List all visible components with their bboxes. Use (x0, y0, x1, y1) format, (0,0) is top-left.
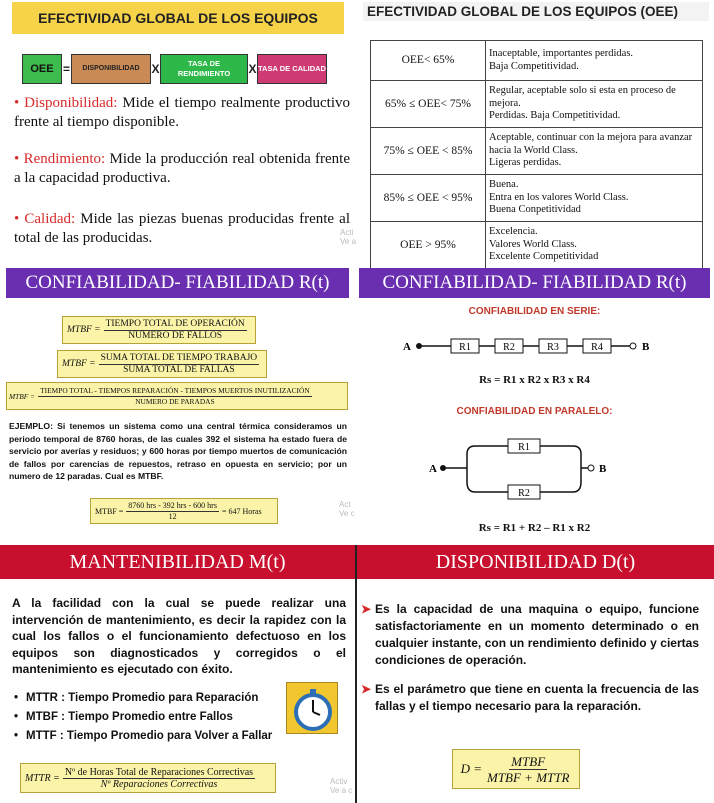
equals-sign: = (62, 62, 70, 76)
calidad-box: TASA DE CALIDAD (257, 54, 327, 84)
availability-panel (355, 545, 714, 803)
list-item: • MTTR : Tiempo Promedio para Reparación (14, 689, 304, 708)
availability-title: DISPONIBILIDAD D(t) (357, 545, 714, 579)
table-row: OEE > 95% Excelencia. Valores World Class. Excelente Competitividad (371, 222, 703, 269)
paralelo-label: CONFIABILIDAD EN PARALELO: (456, 406, 613, 417)
maintainability-title: MANTENIBILIDAD M(t) (0, 545, 355, 579)
oee-title: EFECTIVIDAD GLOBAL DE LOS EQUIPOS (12, 2, 344, 34)
table-row: 75% ≤ OEE < 85% Aceptable, continuar con la mejora para avanzar hacia la World Class. Ligeras perdidas. (371, 128, 703, 175)
reliability-right-title: CONFIABILIDAD- FIABILIDAD R(t) (359, 268, 710, 298)
table-row: 85% ≤ OEE < 95% Buena. Entra en los valores World Class. Buena Conpetitividad (371, 175, 703, 222)
stopwatch-icon (286, 682, 338, 734)
mttr-formula: MTTR = $\frac{\text{Nº de Horas Total de Reparaciones Correctivas}}{\text{Nº Reparaciones Correctivas}}$ (20, 763, 276, 793)
paralelo-block-r1-label: R1 (518, 442, 530, 453)
bullet-rendimiento: • Rendimiento: Mide la producción real obtenida frente a la capacidad productiva. (14, 151, 351, 186)
arrow-right-icon: ➤ (361, 682, 372, 696)
reliability-left-title: CONFIABILIDAD- FIABILIDAD R(t) (6, 268, 349, 298)
mtbf-example-formula: MTBF = $\frac{\text{8760 hrs - 392 hrs - 600 hrs}}{12}$ = 647 Horas (90, 498, 278, 524)
reliability-left-panel (0, 268, 355, 545)
oee-table (370, 40, 703, 268)
serie-block-r2-label: R2 (503, 342, 515, 353)
availability-item: ➤ Es el parámetro que tiene en cuenta la frecuencia de las fallas y el tiempo necesario para la reparación. (361, 682, 699, 713)
watermark: Activ Ve a c (330, 777, 353, 795)
maintainability-list (14, 689, 304, 746)
serie-formula: Rs = R1 x R2 x R3 x R4 (479, 374, 590, 386)
times-sign: X (151, 62, 160, 76)
paralelo-node-b: B (599, 463, 607, 475)
list-item: • MTBF : Tiempo Promedio entre Fallos (14, 708, 304, 727)
mtbf-formula-1: MTBF = $\frac{\text{TIEMPO TOTAL DE OPERACIÓN}}{\text{NUMERO DE FALLOS}}$ (62, 316, 256, 344)
bullet-disponibilidad: • Disponibilidad: Mide el tiempo realmente productivo frente al tiempo disponible. (14, 95, 351, 130)
oee-table-title: EFECTIVIDAD GLOBAL DE LOS EQUIPOS (OEE) (363, 2, 709, 21)
mtbf-formula-3: MTBF = TIEMPO TOTAL - TIEMPOS REPARACIÓN - TIEMPOS MUERTOS INUTILIZACIÓN NUMERO DE PARADAS (6, 382, 348, 410)
serie-node-b: B (642, 341, 650, 353)
bullet-dot-icon: • (14, 211, 20, 227)
bullet-dot-icon: • (14, 95, 20, 111)
disponibilidad-box: DISPONIBILIDAD (71, 54, 151, 84)
times-sign: X (248, 62, 257, 76)
maintainability-text: A la facilidad con la cual se puede realizar una intervención de mantenimiento, es decir la rapidez con la cual los fallos o el funcionamiento defectuoso en los equipos son diagnosticados y corregidos o el mantenimiento es ejecutado con éxito. (12, 596, 346, 676)
oee-table-panel (357, 0, 714, 268)
watermark: Acti Ve a (340, 228, 357, 246)
paralelo-node-b-dot (588, 465, 594, 471)
watermark: Act Ve c (339, 500, 355, 518)
serie-block-r3-label: R3 (547, 342, 559, 353)
serie-block-r4-label: R4 (591, 342, 603, 353)
oee-box: OEE (22, 54, 62, 84)
serie-diagram (355, 328, 714, 364)
table-row: 65% ≤ OEE< 75% Regular, aceptable solo si esta en proceso de mejora. Perdidas. Baja Competitividad. (371, 81, 703, 128)
oee-equation (22, 52, 327, 86)
paralelo-formula: Rs = R1 + R2 – R1 x R2 (478, 522, 591, 534)
availability-item: ➤ Es la capacidad de una maquina o equipo, funcione satisfactoriamente en un momento determinado o en cualquier instante, con un rendimiento definido y ciertas condiciones de operación. (361, 602, 699, 667)
reliability-right-panel (355, 268, 714, 545)
arrow-right-icon: ➤ (361, 602, 372, 616)
mtbf-formula-2: MTBF = $\frac{\text{SUMA TOTAL DE TIEMPO TRABAJO}}{\text{SUMA TOTAL DE FALLAS}}$ (57, 350, 267, 378)
list-item: • MTTF : Tiempo Promedio para Volver a Fallar (14, 727, 304, 746)
paralelo-node-a: A (429, 463, 437, 475)
table-row: OEE< 65% Inaceptable, importantes perdidas. Baja Competitividad. (371, 41, 703, 81)
oee-panel (0, 0, 357, 268)
serie-label: CONFIABILIDAD EN SERIE: (468, 306, 601, 317)
bullet-dot-icon: • (14, 151, 20, 167)
serie-node-b-dot (630, 343, 636, 349)
serie-block-r1-label: R1 (459, 342, 471, 353)
paralelo-diagram (355, 436, 714, 512)
maintainability-panel (0, 545, 355, 803)
bullet-calidad: • Calidad: Mide las piezas buenas producidas frente al total de las producidas. (14, 211, 350, 246)
availability-formula: D = $\frac{\text{MTBF}}{\text{MTBF + MTTR}}$ (452, 749, 580, 789)
mtbf-example: EJEMPLO: Si tenemos un sistema como una central térmica consideramos un periodo temporal de 8760 horas, de las cuales 392 el sistema ha estado fuera de servicio por averías y residuos; y 600 horas por tiempo muertos de comunicación de fallos por carencias de repuestos, retraso en opuesta en servicio; por un numero de 12 paradas. Cual es MTBF. (9, 421, 347, 482)
serie-node-a: A (403, 341, 411, 353)
rendimiento-box: TASA DE RENDIMIENTO (160, 54, 248, 84)
paralelo-block-r2-label: R2 (518, 488, 530, 499)
